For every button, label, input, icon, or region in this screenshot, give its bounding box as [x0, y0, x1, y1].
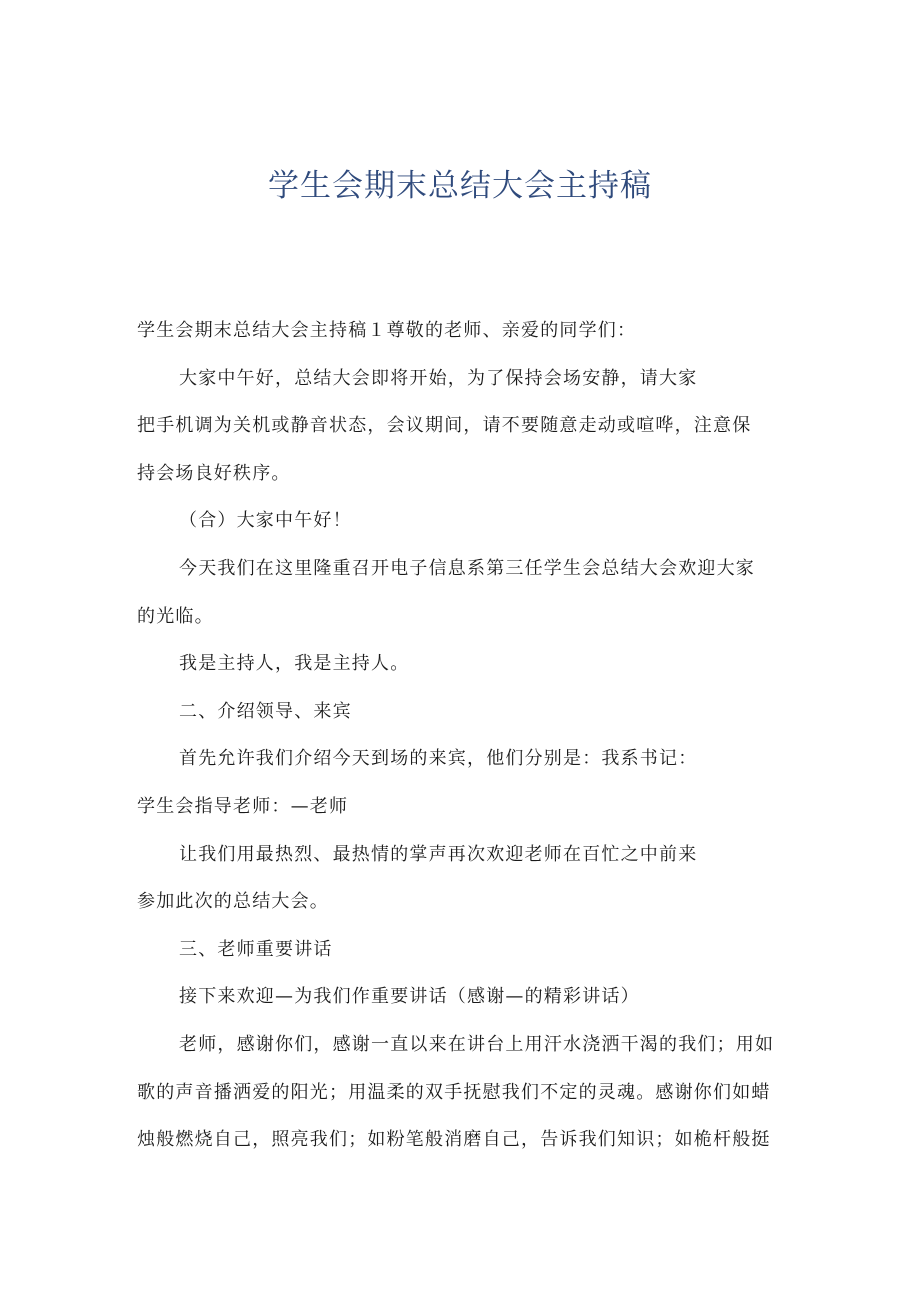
text-line: 今天我们在这里隆重召开电子信息系第三任学生会总结大会欢迎大家	[179, 557, 755, 579]
text-line: 学生会期末总结大会主持稿１尊敬的老师、亲爱的同学们：	[137, 320, 637, 341]
text-line: 烛般燃烧自己，照亮我们；如粉笔般消磨自己，告诉我们知识；如桅杆般挺	[137, 1129, 771, 1151]
text-line: 我是主持人，我是主持人。	[179, 653, 410, 675]
text-line: 学生会指导老师：—老师	[137, 795, 349, 817]
text-line: （合）大家中午好！	[179, 510, 352, 532]
text-line: 歌的声音播洒爱的阳光；用温柔的双手抚慰我们不定的灵魂。感谢你们如蜡	[137, 1081, 771, 1103]
text-line: 参加此次的总结大会。	[137, 891, 329, 913]
text-line: 二、介绍领导、来宾	[179, 700, 352, 722]
text-line: 接下来欢迎—为我们作重要讲话（感谢—的精彩讲话）	[179, 986, 640, 1008]
document-title: 学生会期末总结大会主持稿	[268, 168, 652, 204]
text-line: 首先允许我们介绍今天到场的来宾，他们分别是：我系书记：	[179, 748, 698, 770]
text-line: 持会场良好秩序。	[137, 462, 291, 484]
text-line: 的光临。	[137, 605, 214, 627]
text-line: 把手机调为关机或静音状态，会议期间，请不要随意走动或喧哗，注意保	[137, 415, 752, 437]
text-line: 老师，感谢你们，感谢一直以来在讲台上用汗水浇洒干渴的我们；用如	[179, 1033, 775, 1055]
text-line: 让我们用最热烈、最热情的掌声再次欢迎老师在百忙之中前来	[179, 843, 698, 865]
text-line: 三、老师重要讲话	[179, 938, 333, 960]
text-line: 大家中午好，总结大会即将开始，为了保持会场安静，请大家	[179, 367, 698, 389]
document-body	[137, 307, 797, 1164]
